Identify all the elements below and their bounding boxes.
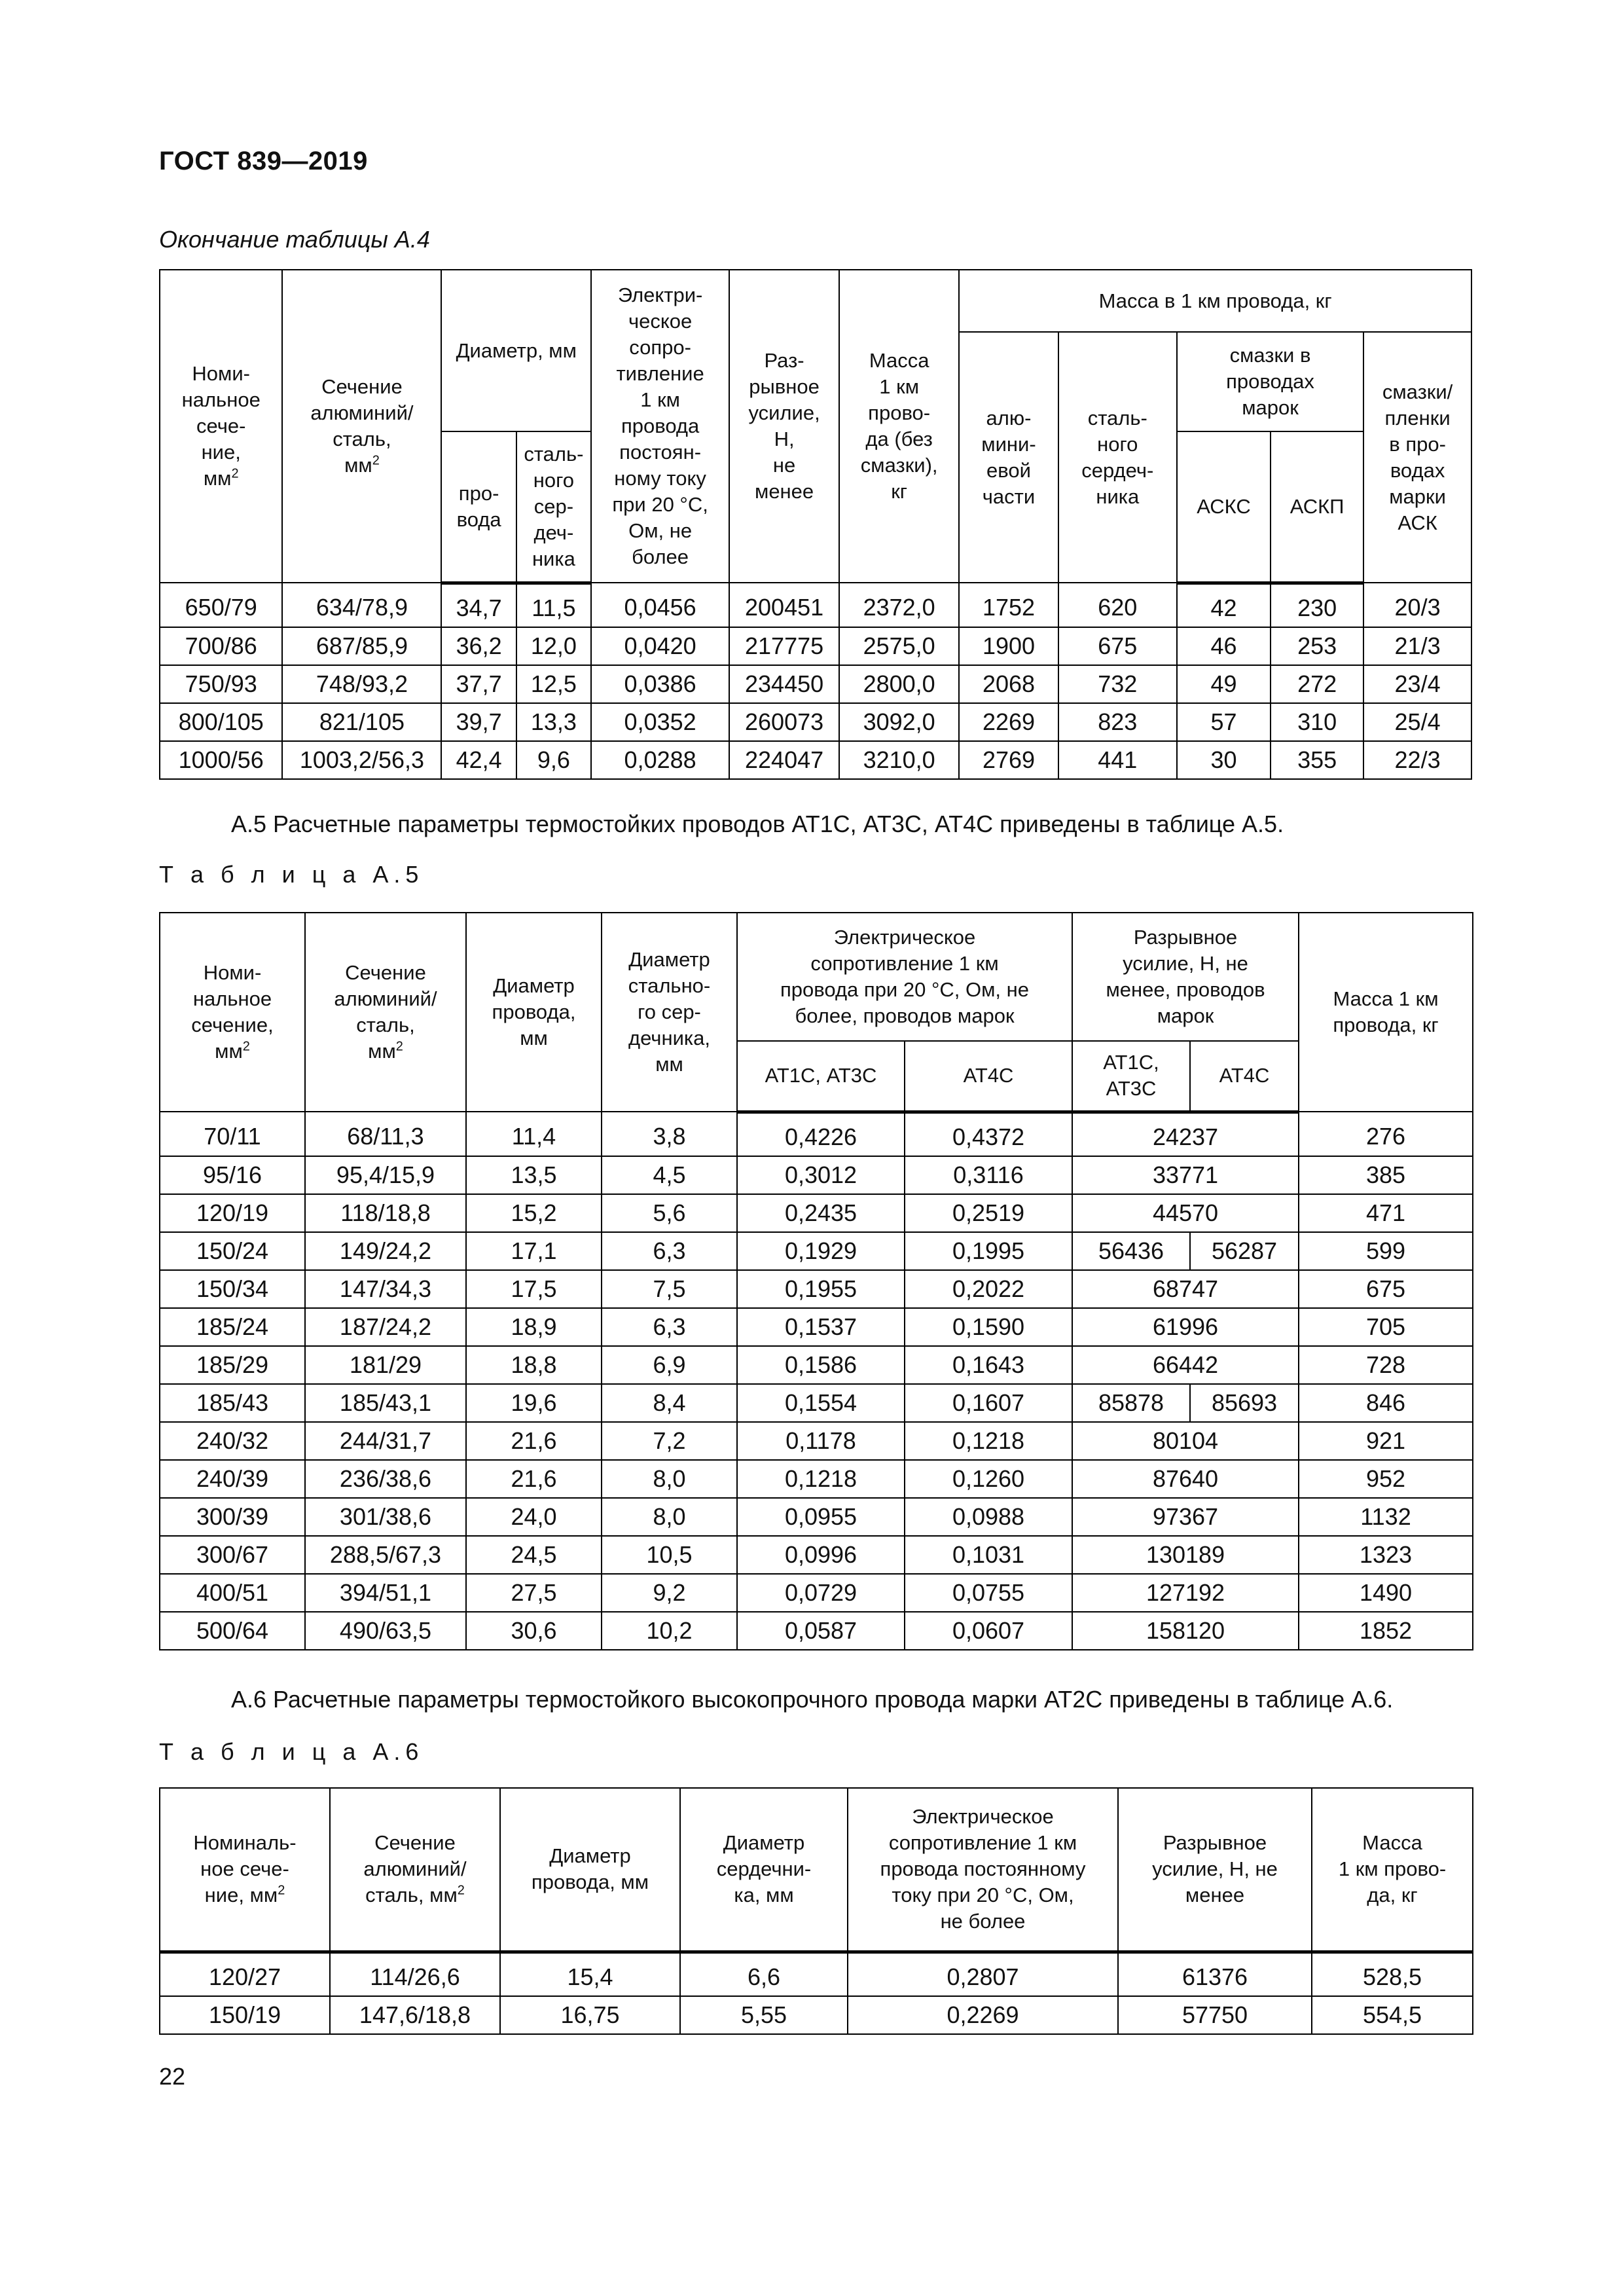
table-cell: 253 — [1271, 627, 1363, 665]
table-cell: 95/16 — [160, 1156, 305, 1194]
table-cell: 236/38,6 — [305, 1460, 466, 1498]
header-grease-group: смазки в проводах марок — [1177, 332, 1363, 431]
table-row — [160, 1270, 1473, 1308]
table-a6-caption: Т а б л и ц а А.6 — [159, 1738, 424, 1765]
table-cell: 9,6 — [516, 741, 591, 779]
table-cell: 300/67 — [160, 1536, 305, 1574]
table-cell: 0,1537 — [737, 1308, 905, 1346]
table-cell: 22/3 — [1363, 741, 1471, 779]
table-cell: 17,5 — [466, 1270, 602, 1308]
table-cell: 30 — [1177, 741, 1271, 779]
header-resistance: Электри- ческое сопро- тивление 1 км провода постоян- ному току при 20 °С, Ом, не более — [591, 270, 729, 583]
table-cell: 0,1031 — [905, 1536, 1072, 1574]
table-row — [160, 1112, 1473, 1156]
table-cell: 147/34,3 — [305, 1270, 466, 1308]
table-cell: 260073 — [729, 703, 839, 741]
header-section-al-steel: Сечение алюминий/ сталь, $мм^2$ — [282, 270, 441, 583]
table-cell: 0,2519 — [905, 1194, 1072, 1232]
table-cell: 310 — [1271, 703, 1363, 741]
table-cell: 0,2435 — [737, 1194, 905, 1232]
table-cell: 120/19 — [160, 1194, 305, 1232]
header-resistance-at4c: АТ4С — [905, 1041, 1072, 1112]
table-cell: 10,5 — [602, 1536, 737, 1574]
table-cell: 687/85,9 — [282, 627, 441, 665]
table-cell: 6,9 — [602, 1346, 737, 1384]
table-cell: 150/19 — [160, 1996, 330, 2034]
header-breaking-at1c-at3c: АТ1С, АТ3С — [1072, 1041, 1190, 1112]
table-row — [160, 1460, 1473, 1498]
table-cell: 244/31,7 — [305, 1422, 466, 1460]
table-cell: 185/29 — [160, 1346, 305, 1384]
table-cell: 3092,0 — [839, 703, 959, 741]
header-diameter-wire: про- вода — [441, 431, 516, 583]
table-cell: 185/43,1 — [305, 1384, 466, 1422]
table-cell: 6,3 — [602, 1308, 737, 1346]
table-cell: 728 — [1299, 1346, 1473, 1384]
table-cell: 0,0996 — [737, 1536, 905, 1574]
table-cell: 87640 — [1072, 1460, 1299, 1498]
table-row — [160, 1308, 1473, 1346]
table-cell: 0,0456 — [591, 583, 729, 627]
table-cell: 500/64 — [160, 1612, 305, 1650]
table-cell: 1000/56 — [160, 741, 282, 779]
table-cell: 2575,0 — [839, 627, 959, 665]
header-section-al-steel: Сечение алюминий/ сталь, $мм^2$ — [305, 913, 466, 1112]
table-cell: 675 — [1058, 627, 1177, 665]
table-cell: 19,6 — [466, 1384, 602, 1422]
table-cell: 276 — [1299, 1112, 1473, 1156]
table-cell: 20/3 — [1363, 583, 1471, 627]
table-cell: 0,0729 — [737, 1574, 905, 1612]
table-cell: 33771 — [1072, 1156, 1299, 1194]
table-cell: 42,4 — [441, 741, 516, 779]
table-cell: 24237 — [1072, 1112, 1299, 1156]
header-breaking-force: Раз- рывное усилие, Н, не менее — [729, 270, 839, 583]
table-cell: 0,0955 — [737, 1498, 905, 1536]
header-nominal-section: Номиналь- ное сече- ние, $мм^2$ — [160, 1788, 330, 1952]
table-cell: 620 — [1058, 583, 1177, 627]
table-cell: 37,7 — [441, 665, 516, 703]
table-row — [160, 1156, 1473, 1194]
header-mass-steel-core: сталь- ного сердеч- ника — [1058, 332, 1177, 583]
table-cell: 5,55 — [680, 1996, 848, 2034]
table-cell: 355 — [1271, 741, 1363, 779]
table-cell: 240/32 — [160, 1422, 305, 1460]
document-header: ГОСТ 839—2019 — [159, 147, 368, 175]
table-cell: 9,2 — [602, 1574, 737, 1612]
table-cell: 114/26,6 — [330, 1952, 500, 1996]
table-cell: 120/27 — [160, 1952, 330, 1996]
header-diameter-wire: Диаметр провода, мм — [500, 1788, 680, 1952]
table-cell: 234450 — [729, 665, 839, 703]
table-cell: 288,5/67,3 — [305, 1536, 466, 1574]
table-row — [160, 703, 1471, 741]
table-cell: 1003,2/56,3 — [282, 741, 441, 779]
table-cell: 80104 — [1072, 1422, 1299, 1460]
table-cell: 599 — [1299, 1232, 1473, 1270]
header-breaking-force: Разрывное усилие, Н, не менее — [1118, 1788, 1312, 1952]
header-nominal-section: Номи- нальное сече- ние, $мм^2$ — [160, 270, 282, 583]
paragraph-a6: А.6 Расчетные параметры термостойкого высокопрочного провода марки АТ2С приведены в таблице А.6. — [231, 1686, 1394, 1713]
table-cell: 61996 — [1072, 1308, 1299, 1346]
table-cell: 66442 — [1072, 1346, 1299, 1384]
table-row — [160, 1422, 1473, 1460]
header-ascs: АСКС — [1177, 431, 1271, 583]
table-cell: 0,2269 — [848, 1996, 1118, 2034]
table-cell: 921 — [1299, 1422, 1473, 1460]
table-cell: 8,4 — [602, 1384, 737, 1422]
header-mass-aluminium: алю- мини- евой части — [959, 332, 1058, 583]
table-row — [160, 583, 1471, 627]
table-cell: 21,6 — [466, 1422, 602, 1460]
table-cell: 5,6 — [602, 1194, 737, 1232]
table-cell: 149/24,2 — [305, 1232, 466, 1270]
table-cell: 748/93,2 — [282, 665, 441, 703]
table-cell: 0,0587 — [737, 1612, 905, 1650]
table-cell: 634/78,9 — [282, 583, 441, 627]
table-cell: 127192 — [1072, 1574, 1299, 1612]
table-row — [160, 665, 1471, 703]
table-cell: 185/24 — [160, 1308, 305, 1346]
table-cell: 705 — [1299, 1308, 1473, 1346]
table-row — [160, 1498, 1473, 1536]
table-cell: 2800,0 — [839, 665, 959, 703]
header-diameter-core: сталь- ного сер- деч- ника — [516, 431, 591, 583]
table-cell: 0,2022 — [905, 1270, 1072, 1308]
table-cell: 158120 — [1072, 1612, 1299, 1650]
header-mass-group: Масса в 1 км провода, кг — [959, 270, 1471, 332]
table-cell: 57750 — [1118, 1996, 1312, 2034]
table-cell: 490/63,5 — [305, 1612, 466, 1650]
table-cell: 4,5 — [602, 1156, 737, 1194]
header-breaking-at4c: АТ4С — [1190, 1041, 1299, 1112]
header-resistance: Электрическое сопротивление 1 км провода постоянному току при 20 °С, Ом, не более — [848, 1788, 1118, 1952]
table-cell: 181/29 — [305, 1346, 466, 1384]
header-mass: Масса 1 км провода, кг — [1299, 913, 1473, 1112]
header-ascp: АСКП — [1271, 431, 1363, 583]
table-cell: 10,2 — [602, 1612, 737, 1650]
table-cell: 147,6/18,8 — [330, 1996, 500, 2034]
paragraph-a5: А.5 Расчетные параметры термостойких проводов АТ1С, АТ3С, АТ4С приведены в таблице А.5. — [231, 811, 1284, 837]
table-cell: 1490 — [1299, 1574, 1473, 1612]
table-cell: 23/4 — [1363, 665, 1471, 703]
table-cell: 57 — [1177, 703, 1271, 741]
header-section-al-steel: Сечение алюминий/ сталь, $мм^2$ — [330, 1788, 500, 1952]
header-resistance: Электрическое сопротивление 1 км провода при 20 °С, Ом, не более, проводов марок — [737, 913, 1072, 1041]
table-cell: 0,4372 — [905, 1112, 1072, 1156]
table-cell: 39,7 — [441, 703, 516, 741]
table-cell: 441 — [1058, 741, 1177, 779]
table-cell: 12,0 — [516, 627, 591, 665]
table-cell: 70/11 — [160, 1112, 305, 1156]
table-cell: 1132 — [1299, 1498, 1473, 1536]
table-cell: 2769 — [959, 741, 1058, 779]
table-cell: 0,1955 — [737, 1270, 905, 1308]
table-cell: 95,4/15,9 — [305, 1156, 466, 1194]
header-diameter: Диаметр, мм — [441, 270, 591, 431]
table-cell: 0,2807 — [848, 1952, 1118, 1996]
table-cell: 21,6 — [466, 1460, 602, 1498]
table-cell: 130189 — [1072, 1536, 1299, 1574]
table-cell: 800/105 — [160, 703, 282, 741]
table-cell: 732 — [1058, 665, 1177, 703]
table-cell: 13,3 — [516, 703, 591, 741]
table-cell: 400/51 — [160, 1574, 305, 1612]
table-cell: 2068 — [959, 665, 1058, 703]
table-cell: 0,0988 — [905, 1498, 1072, 1536]
table-cell: 85878 — [1072, 1384, 1190, 1422]
table-cell: 36,2 — [441, 627, 516, 665]
page-number: 22 — [159, 2063, 186, 2090]
table-cell: 0,1590 — [905, 1308, 1072, 1346]
table-cell: 471 — [1299, 1194, 1473, 1232]
table-cell: 0,1218 — [737, 1460, 905, 1498]
table-cell: 0,0607 — [905, 1612, 1072, 1650]
table-cell: 240/39 — [160, 1460, 305, 1498]
table-cell: 3,8 — [602, 1112, 737, 1156]
table-cell: 750/93 — [160, 665, 282, 703]
table-cell: 0,3116 — [905, 1156, 1072, 1194]
table-cell: 7,2 — [602, 1422, 737, 1460]
table-cell: 49 — [1177, 665, 1271, 703]
table-cell: 272 — [1271, 665, 1363, 703]
table-row — [160, 1996, 1473, 2034]
table-cell: 56436 — [1072, 1232, 1190, 1270]
table-cell: 187/24,2 — [305, 1308, 466, 1346]
table-cell: 185/43 — [160, 1384, 305, 1422]
table-cell: 0,1178 — [737, 1422, 905, 1460]
table-cell: 0,1929 — [737, 1232, 905, 1270]
table-cell: 61376 — [1118, 1952, 1312, 1996]
table-cell: 42 — [1177, 583, 1271, 627]
table-cell: 11,5 — [516, 583, 591, 627]
table-cell: 0,1260 — [905, 1460, 1072, 1498]
table-cell: 0,4226 — [737, 1112, 905, 1156]
table-cell: 528,5 — [1312, 1952, 1473, 1996]
header-resistance-at1c-at3c: АТ1С, АТ3С — [737, 1041, 905, 1112]
table-cell: 0,1218 — [905, 1422, 1072, 1460]
table-cell: 846 — [1299, 1384, 1473, 1422]
table-cell: 823 — [1058, 703, 1177, 741]
table-row — [160, 1194, 1473, 1232]
table-cell: 700/86 — [160, 627, 282, 665]
table-cell: 15,2 — [466, 1194, 602, 1232]
table-cell: 300/39 — [160, 1498, 305, 1536]
table-row — [160, 1536, 1473, 1574]
table-cell: 8,0 — [602, 1460, 737, 1498]
table-cell: 224047 — [729, 741, 839, 779]
table-cell: 85693 — [1190, 1384, 1299, 1422]
table-cell: 12,5 — [516, 665, 591, 703]
header-grease-film: смазки/ пленки в про- водах марки АСК — [1363, 332, 1471, 583]
table-cell: 1900 — [959, 627, 1058, 665]
table-cell: 46 — [1177, 627, 1271, 665]
table-cell: 27,5 — [466, 1574, 602, 1612]
table-cell: 150/24 — [160, 1232, 305, 1270]
table-cell: 56287 — [1190, 1232, 1299, 1270]
table-cell: 952 — [1299, 1460, 1473, 1498]
table-cell: 16,75 — [500, 1996, 680, 2034]
table-cell: 385 — [1299, 1156, 1473, 1194]
table-cell: 68/11,3 — [305, 1112, 466, 1156]
header-breaking-force: Разрывное усилие, Н, не менее, проводов марок — [1072, 913, 1299, 1041]
table-cell: 0,1586 — [737, 1346, 905, 1384]
table-cell: 394/51,1 — [305, 1574, 466, 1612]
table-a5 — [159, 912, 1473, 1650]
table-cell: 118/18,8 — [305, 1194, 466, 1232]
table-cell: 2372,0 — [839, 583, 959, 627]
table-row — [160, 1574, 1473, 1612]
table-row — [160, 741, 1471, 779]
table-cell: 0,0352 — [591, 703, 729, 741]
table-cell: 0,1607 — [905, 1384, 1072, 1422]
table-cell: 1323 — [1299, 1536, 1473, 1574]
header-diameter-core: Диаметр сердечни- ка, мм — [680, 1788, 848, 1952]
table-row — [160, 627, 1471, 665]
table-row — [160, 1952, 1473, 1996]
table-cell: 0,3012 — [737, 1156, 905, 1194]
table-cell: 0,0420 — [591, 627, 729, 665]
table-cell: 0,0755 — [905, 1574, 1072, 1612]
header-diameter-wire: Диаметр провода, мм — [466, 913, 602, 1112]
table-cell: 25/4 — [1363, 703, 1471, 741]
table-cell: 0,1995 — [905, 1232, 1072, 1270]
table-a6 — [159, 1787, 1473, 2035]
table-cell: 0,1554 — [737, 1384, 905, 1422]
table-a4-caption: Окончание таблицы А.4 — [159, 226, 430, 253]
table-cell: 3210,0 — [839, 741, 959, 779]
table-cell: 650/79 — [160, 583, 282, 627]
table-cell: 13,5 — [466, 1156, 602, 1194]
table-cell: 675 — [1299, 1270, 1473, 1308]
table-cell: 2269 — [959, 703, 1058, 741]
table-cell: 0,0386 — [591, 665, 729, 703]
table-cell: 554,5 — [1312, 1996, 1473, 2034]
table-cell: 821/105 — [282, 703, 441, 741]
table-cell: 150/34 — [160, 1270, 305, 1308]
header-mass: Масса 1 км прово- да, кг — [1312, 1788, 1473, 1952]
table-cell: 8,0 — [602, 1498, 737, 1536]
table-a4 — [159, 269, 1472, 780]
table-cell: 18,9 — [466, 1308, 602, 1346]
table-cell: 17,1 — [466, 1232, 602, 1270]
table-cell: 34,7 — [441, 583, 516, 627]
header-nominal-section: Номи- нальное сечение, $мм^2$ — [160, 913, 305, 1112]
header-diameter-core: Диаметр стально- го сер- дечника, мм — [602, 913, 737, 1112]
table-cell: 18,8 — [466, 1346, 602, 1384]
table-cell: 6,6 — [680, 1952, 848, 1996]
table-cell: 200451 — [729, 583, 839, 627]
header-mass-no-grease: Масса 1 км прово- да (без смазки), кг — [839, 270, 959, 583]
table-cell: 21/3 — [1363, 627, 1471, 665]
table-cell: 1752 — [959, 583, 1058, 627]
table-a5-caption: Т а б л и ц а А.5 — [159, 861, 424, 888]
table-cell: 24,5 — [466, 1536, 602, 1574]
table-cell: 30,6 — [466, 1612, 602, 1650]
table-cell: 0,1643 — [905, 1346, 1072, 1384]
table-cell: 11,4 — [466, 1112, 602, 1156]
table-row — [160, 1612, 1473, 1650]
table-cell: 24,0 — [466, 1498, 602, 1536]
table-cell: 217775 — [729, 627, 839, 665]
table-cell: 7,5 — [602, 1270, 737, 1308]
table-cell: 68747 — [1072, 1270, 1299, 1308]
table-cell: 230 — [1271, 583, 1363, 627]
table-cell: 97367 — [1072, 1498, 1299, 1536]
table-row — [160, 1384, 1473, 1422]
table-cell: 1852 — [1299, 1612, 1473, 1650]
table-row — [160, 1232, 1473, 1270]
table-cell: 15,4 — [500, 1952, 680, 1996]
table-cell: 44570 — [1072, 1194, 1299, 1232]
table-cell: 0,0288 — [591, 741, 729, 779]
table-cell: 6,3 — [602, 1232, 737, 1270]
table-row — [160, 1346, 1473, 1384]
table-cell: 301/38,6 — [305, 1498, 466, 1536]
